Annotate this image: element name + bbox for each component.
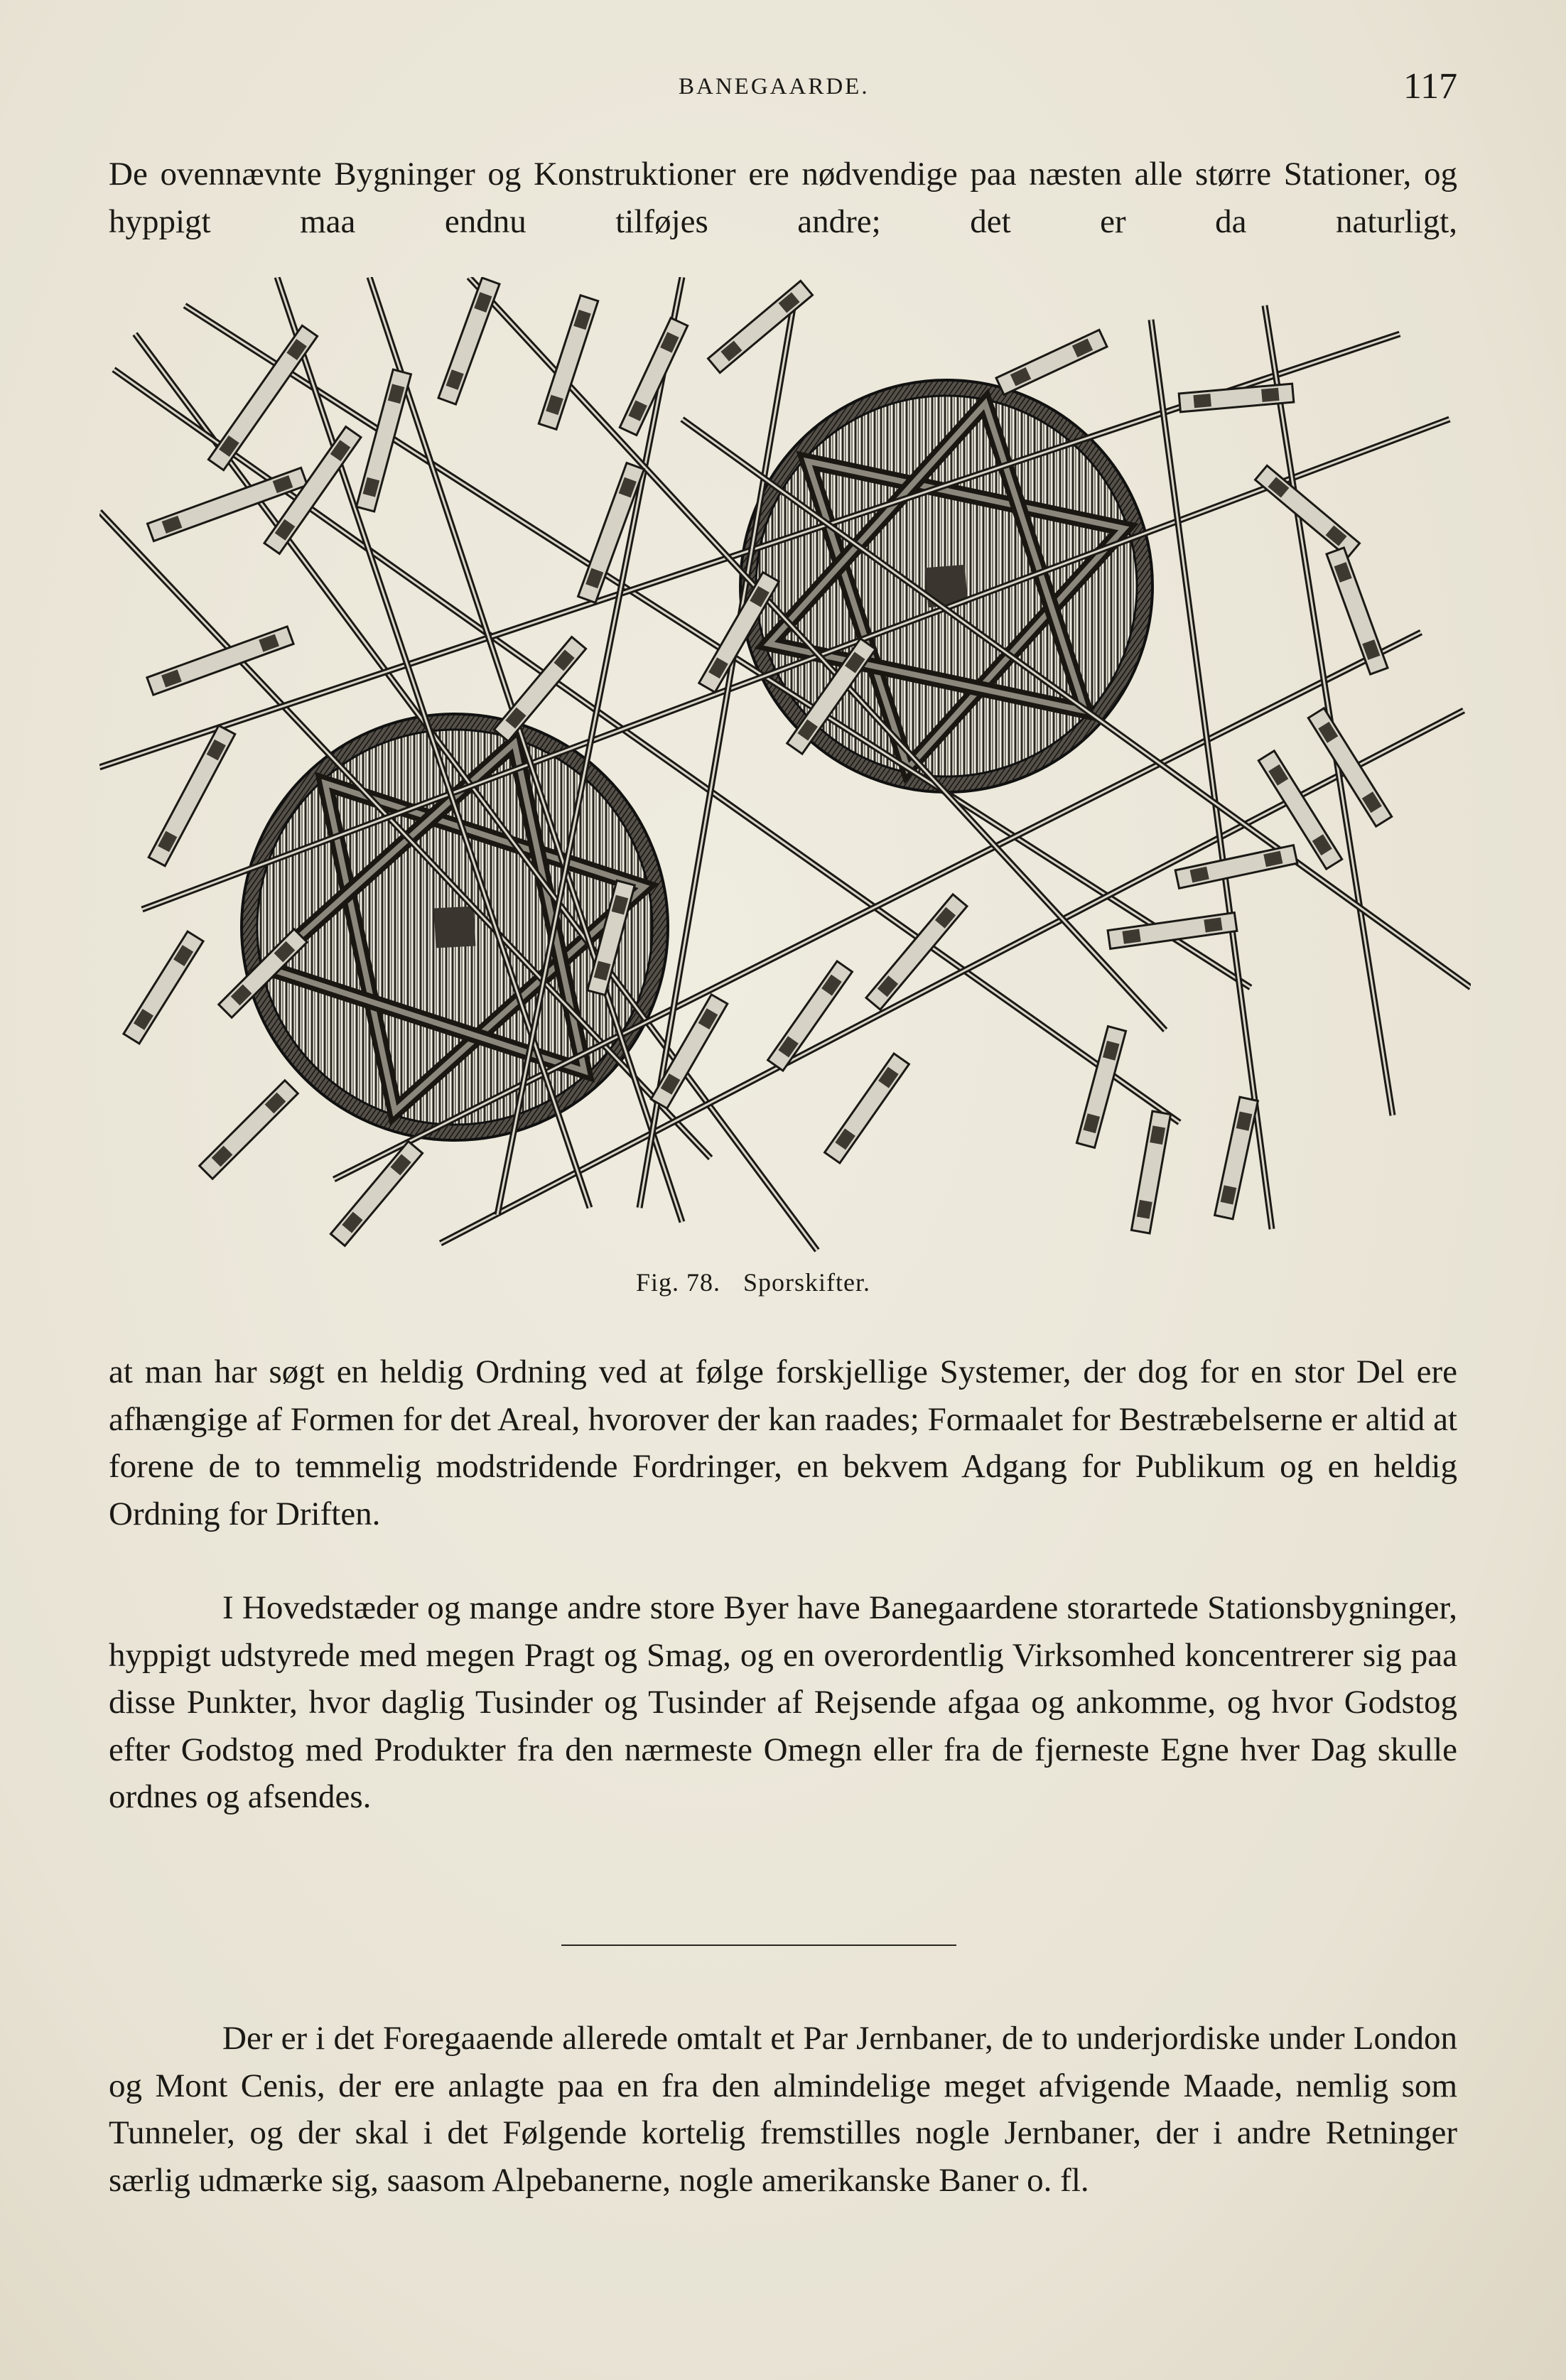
sleeper-11 bbox=[996, 330, 1107, 394]
sleeper-22 bbox=[1076, 1027, 1125, 1148]
sleeper-28 bbox=[200, 1081, 298, 1179]
sleeper-10 bbox=[708, 281, 813, 372]
rail-13 bbox=[1151, 320, 1272, 1229]
sleeper-1 bbox=[208, 325, 317, 470]
figure-caption bbox=[636, 1267, 870, 1297]
sleeper-12 bbox=[1179, 384, 1294, 412]
sleeper-21 bbox=[825, 1054, 909, 1163]
sleeper-13 bbox=[1256, 465, 1360, 557]
sleeper-29 bbox=[124, 931, 203, 1044]
sleeper-15 bbox=[1308, 708, 1391, 826]
paragraph-intro: De ovennævnte Bygninger og Konstruktioner ere nødvendige paa næsten alle større Stationer, og hyppigt maa endnu tilføjes andre; det er da naturligt, bbox=[109, 156, 1457, 240]
sleeper-18 bbox=[1108, 913, 1237, 949]
sleeper-14 bbox=[1327, 548, 1388, 674]
rail-14 bbox=[1265, 305, 1393, 1115]
double-turntable-engraving-icon bbox=[99, 277, 1471, 1265]
figure-number: Fig. 78. bbox=[636, 1268, 721, 1297]
paragraph-hovedstaeder: I Hovedstæder og mange andre store Byer have Banegaardene storartede Stationsbygninger, hyppigt udstyrede med megen Pragt og Smag, og en overordentlig Virksomhed koncentrerer sig paa disse Punkter, hvor daglig Tusinder og Tusinder af Rejsende afgaa og ankomme, og hvor Godstog efter Godstog med Produkter fra den nærmeste Omegn eller fra de fjerneste Egne hver Dag skulle ordnes og afsendes. bbox=[109, 1589, 1457, 1815]
section-divider bbox=[561, 1944, 956, 1946]
sleeper-24 bbox=[1215, 1097, 1258, 1219]
sleeper-7 bbox=[438, 278, 500, 404]
page-number: 117 bbox=[1403, 66, 1458, 107]
page-header bbox=[0, 65, 1566, 108]
running-head: BANEGAARDE. bbox=[679, 74, 870, 99]
figure-78 bbox=[99, 277, 1471, 1265]
paragraph-jernbaner: Der er i det Foregaaende allerede omtalt et Par Jernbaner, de to underjordiske under London og Mont Cenis, der ere anlagte paa en fra den almindelige meget afvigende Maade, nemlig som Tunneler, og der skal i det Følgende kortelig fremstilles nogle Jernbaner, der i andre Retninger særlig udmærke sig, saasom Alpebanerne, nogle amerikanske Baner o. fl. bbox=[109, 2020, 1457, 2199]
paragraph-ordning: at man har søgt en heldig Ordning ved at følge forskjellige Systemer, der dog for en stor Del ere afhængige af Formen for det Areal, hvorover der kan raades; Formaalet for Bestræbelserne er altid at forene de to temmelig modstridende Fordringer, en bekvem Adgang for Publikum og en heldig Ordning for Driften. bbox=[109, 1353, 1457, 1532]
sleeper-23 bbox=[1131, 1111, 1170, 1233]
figure-title: Sporskifter. bbox=[743, 1268, 871, 1297]
sleeper-6 bbox=[357, 369, 411, 512]
